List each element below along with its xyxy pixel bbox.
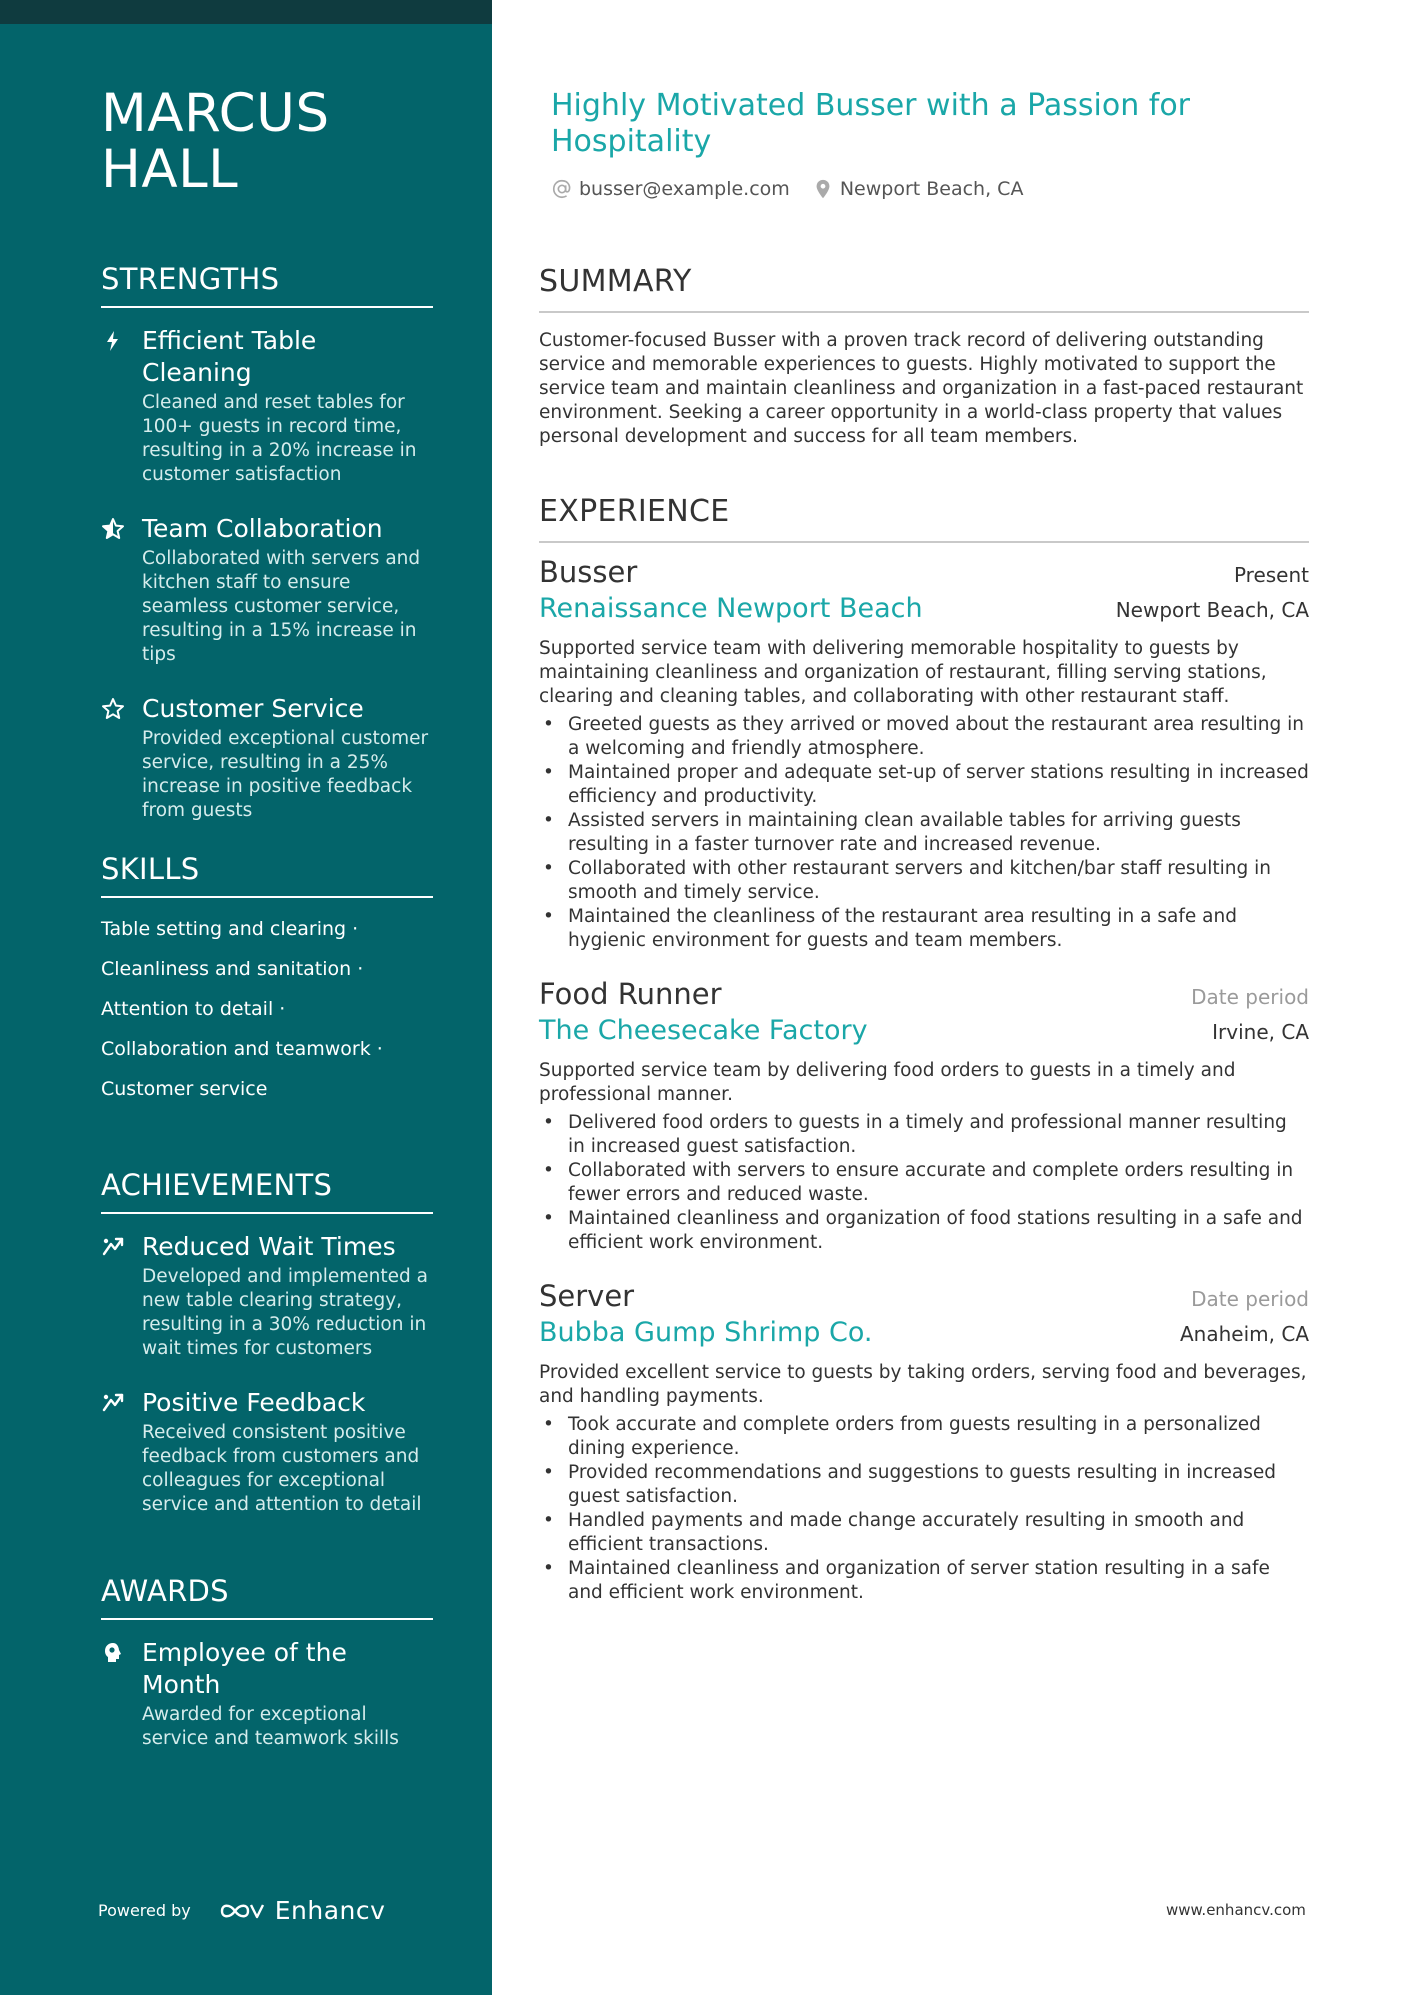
email-contact[interactable] xyxy=(551,178,790,200)
awards-heading: AWARDS xyxy=(101,1574,433,1620)
location-contact xyxy=(812,178,1024,200)
job-bullet: • Assisted servers in maintaining clean available tables for arriving guests resulting in a faster turnover rate and increased revenue. xyxy=(539,809,1309,857)
achievements-section xyxy=(101,1168,433,1517)
strength-title: Customer Service xyxy=(142,694,364,723)
job-company: Bubba Gump Shrimp Co. xyxy=(539,1317,873,1348)
award-item xyxy=(101,1637,433,1751)
achievement-item xyxy=(101,1387,433,1517)
job-bullet: • Maintained the cleanliness of the restaurant area resulting in a safe and hygienic environment for guests and team members. xyxy=(539,905,1309,953)
job-location: Anaheim, CA xyxy=(1180,1322,1309,1346)
job-location: Irvine, CA xyxy=(1212,1020,1309,1044)
job-bullet: • Provided recommendations and suggestions to guests resulting in increased guest satisfaction. xyxy=(539,1461,1309,1509)
strength-desc: Cleaned and reset tables for 100+ guests in record time, resulting in a 20% increase in customer satisfaction xyxy=(142,392,417,485)
job-bullet: • Maintained proper and adequate set-up of server stations resulting in increased efficiency and productivity. xyxy=(539,761,1309,809)
job-company: Renaissance Newport Beach xyxy=(539,593,923,624)
job-bullet: • Collaborated with servers to ensure accurate and complete orders resulting in fewer errors and reduced waste. xyxy=(539,1159,1309,1207)
skills-section xyxy=(101,852,433,1109)
sidebar xyxy=(0,0,492,1995)
awards-section xyxy=(101,1574,433,1751)
job-bullet: • Maintained cleanliness and organization of food stations resulting in a safe and efficient work environment. xyxy=(539,1207,1309,1255)
strengths-heading: STRENGTHS xyxy=(101,262,433,308)
achievement-desc: Developed and implemented a new table clearing strategy, resulting in a 30% reduction in wait times for customers xyxy=(142,1266,429,1359)
star-half-icon xyxy=(101,517,125,541)
contact-info xyxy=(551,178,1045,200)
skill-item: Cleanliness and sanitation · xyxy=(101,958,364,980)
trend-icon xyxy=(101,1235,125,1259)
skills-list xyxy=(101,909,433,1109)
footer-url-link[interactable]: www.enhancv.com xyxy=(1166,1901,1306,1919)
sidebar-top-bar xyxy=(0,0,492,24)
job-bullet: • Collaborated with other restaurant servers and kitchen/bar staff resulting in smooth and timely service. xyxy=(539,857,1309,905)
strength-item xyxy=(101,513,433,667)
job-bullets xyxy=(539,713,1309,953)
job-title: Busser xyxy=(539,555,638,589)
skill-item: Collaboration and teamwork · xyxy=(101,1038,383,1060)
summary-section xyxy=(539,264,1309,449)
job-date: Present xyxy=(1233,563,1309,587)
strength-item xyxy=(101,325,433,487)
summary-heading: SUMMARY xyxy=(539,264,1309,313)
powered-by xyxy=(98,1896,385,1925)
email-text: busser@example.com xyxy=(579,178,790,200)
lightning-icon xyxy=(101,329,125,353)
job-entry xyxy=(539,555,1309,953)
resume-headline: Highly Motivated Busser with a Passion for Hospitality xyxy=(551,88,1191,159)
at-icon xyxy=(551,178,573,200)
job-bullet: • Maintained cleanliness and organization of server station resulting in a safe and efficient work environment. xyxy=(539,1557,1309,1605)
achievement-title: Reduced Wait Times xyxy=(142,1232,396,1261)
job-entry xyxy=(539,1279,1309,1605)
achievement-title: Positive Feedback xyxy=(142,1388,366,1417)
job-bullet: • Greeted guests as they arrived or moved about the restaurant area resulting in a welcoming and friendly atmosphere. xyxy=(539,713,1309,761)
job-company: The Cheesecake Factory xyxy=(539,1015,868,1046)
strengths-section xyxy=(101,262,433,823)
job-bullet: • Took accurate and complete orders from guests resulting in a personalized dining experience. xyxy=(539,1413,1309,1461)
job-description: Supported service team with delivering memorable hospitality to guests by maintaining cleanliness and organization of restaurant, filling serving stations, clearing and cleaning tables, and collaborating with other restaurant staff. xyxy=(539,638,1267,707)
experience-section xyxy=(539,494,1309,1605)
strength-title: Team Collaboration xyxy=(142,514,383,543)
achievement-desc: Received consistent positive feedback from customers and colleagues for exceptional service and attention to detail xyxy=(142,1422,422,1515)
job-bullets xyxy=(539,1111,1309,1255)
experience-heading: EXPERIENCE xyxy=(539,494,1309,543)
powered-by-label: Powered by xyxy=(98,1901,191,1920)
trend-icon xyxy=(101,1391,125,1415)
job-entry xyxy=(539,977,1309,1255)
achievement-item xyxy=(101,1231,433,1361)
strength-title: Efficient Table Cleaning xyxy=(142,326,317,387)
job-title: Food Runner xyxy=(539,977,722,1011)
location-text: Newport Beach, CA xyxy=(839,178,1024,200)
person-name: MARCUS HALL xyxy=(101,83,330,200)
head-icon xyxy=(101,1641,125,1665)
job-date: Date period xyxy=(1191,1287,1309,1311)
location-pin-icon xyxy=(812,178,834,200)
star-outline-icon xyxy=(101,697,125,721)
job-bullet: • Handled payments and made change accurately resulting in smooth and efficient transactions. xyxy=(539,1509,1309,1557)
skills-heading: SKILLS xyxy=(101,852,433,898)
job-bullet: • Delivered food orders to guests in a timely and professional manner resulting in increased guest satisfaction. xyxy=(539,1111,1309,1159)
award-title: Employee of the Month xyxy=(142,1638,347,1699)
job-bullets xyxy=(539,1413,1309,1605)
skill-item: Customer service xyxy=(101,1078,268,1100)
skill-item: Attention to detail · xyxy=(101,998,286,1020)
achievements-heading: ACHIEVEMENTS xyxy=(101,1168,433,1214)
strength-item xyxy=(101,693,433,823)
skill-item: Table setting and clearing · xyxy=(101,918,359,940)
strength-desc: Provided exceptional customer service, resulting in a 25% increase in positive feedback from guests xyxy=(142,728,429,821)
job-title: Server xyxy=(539,1279,635,1313)
job-description: Provided excellent service to guests by taking orders, serving food and beverages, and handling payments. xyxy=(539,1362,1307,1407)
summary-text: Customer-focused Busser with a proven track record of delivering outstanding service and memorable experiences to guests. Highly motivated to support the service team and maintain cleanliness and organization in a fast-paced restaurant environment. Seeking a career opportunity in a world-class property that values personal development and success for all team members. xyxy=(539,330,1304,447)
enhancv-logo-icon xyxy=(219,1899,265,1923)
job-location: Newport Beach, CA xyxy=(1115,598,1309,622)
strength-desc: Collaborated with servers and kitchen staff to ensure seamless customer service, resulting in a 15% increase in tips xyxy=(142,548,421,665)
award-desc: Awarded for exceptional service and teamwork skills xyxy=(142,1704,399,1749)
job-description: Supported service team by delivering food orders to guests in a timely and professional manner. xyxy=(539,1060,1236,1105)
job-date: Date period xyxy=(1191,985,1309,1009)
enhancv-brand: Enhancv xyxy=(274,1896,386,1925)
enhancv-logo[interactable] xyxy=(219,1896,386,1925)
